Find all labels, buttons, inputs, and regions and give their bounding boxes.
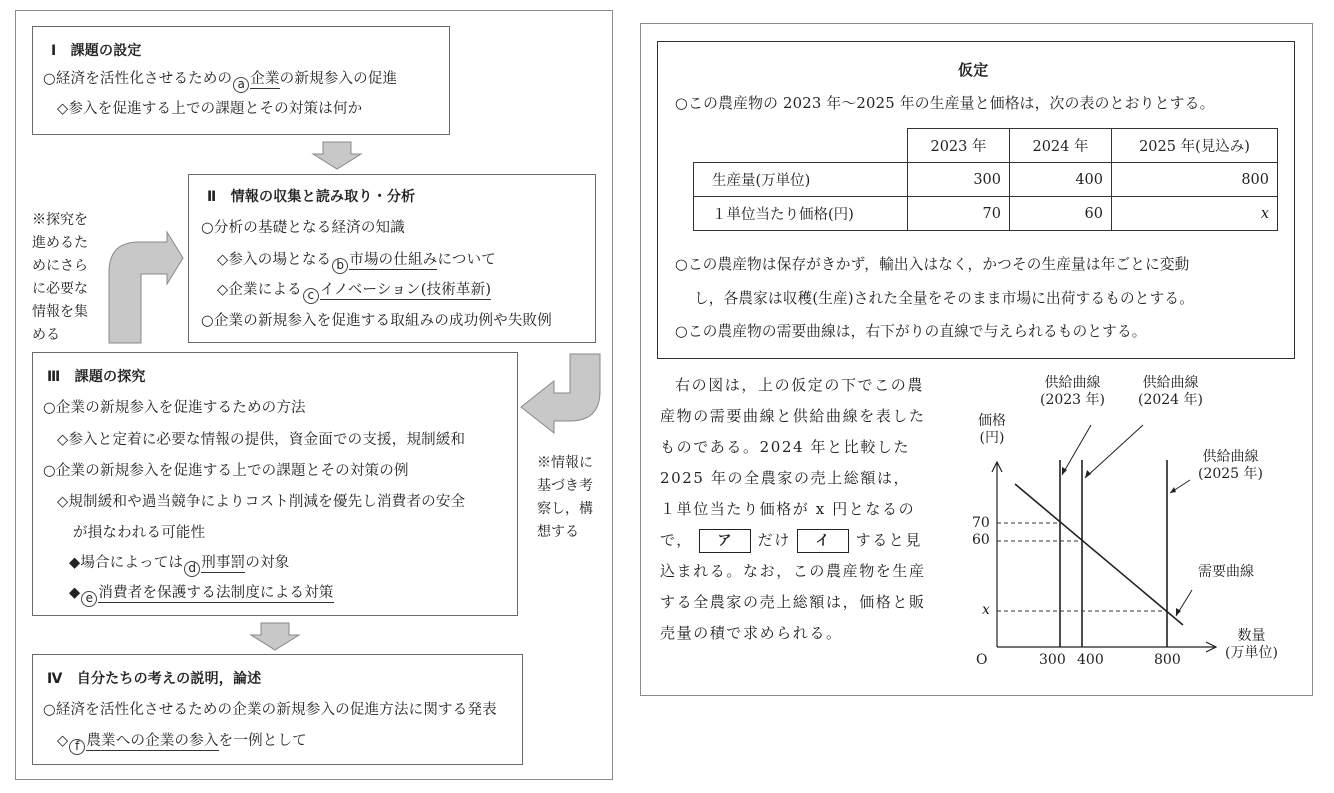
section-3-line-6: ◆場合によっては d 刑事罰の対象 <box>69 555 290 575</box>
down-arrow-icon <box>311 142 363 170</box>
underlined-term-f: 農業への企業の参入 <box>86 733 219 749</box>
label-x-axis: 数量 (万単位) <box>1225 628 1278 661</box>
section-2-line-2: ◇参入の場となる b 市場の仕組みについて <box>217 252 496 272</box>
mark-c: c <box>303 288 319 304</box>
assumption-box <box>657 41 1295 359</box>
section-1-line-2: ◇参入を促進する上での課題とその対策は何か <box>57 101 363 117</box>
tick-x-800: 800 <box>1154 652 1181 668</box>
assumption-note-2: ○この農産物の需要曲線は，右下がりの直線で与えられるものとする。 <box>675 323 1147 340</box>
label-supply-2024: 供給曲線 (2024 年) <box>1138 375 1204 408</box>
section-4-line-2: ◇ f 農業への企業の参入を一例として <box>57 733 307 753</box>
assumption-note-1b: し，各農家は収穫(生産)された全量をそのまま市場に出荷するものとする。 <box>694 290 1194 307</box>
section-3-line-3: ○企業の新規参入を促進する上での課題とその対策の例 <box>43 463 409 479</box>
section-4-box <box>32 654 523 765</box>
section-3-line-4: ◇規制緩和や過当競争によりコスト削減を優先し消費者の安全 <box>57 494 466 510</box>
mark-b: b <box>332 258 348 274</box>
assumption-intro: ○この農産物の 2023 年～2025 年の生産量と価格は，次の表のとおりとする。 <box>675 95 1215 112</box>
label-y-axis: 価格 (円) <box>978 413 1006 446</box>
cell: 60 <box>1010 197 1112 231</box>
answer-blank-i[interactable]: イ <box>797 529 849 553</box>
bent-arrow-right-icon <box>107 232 187 344</box>
tick-x-400: 400 <box>1077 652 1104 668</box>
cell: 300 <box>908 163 1010 197</box>
section-3-title: Ⅲ 課題の探究 <box>47 369 146 385</box>
tick-y-60: 60 <box>972 532 990 548</box>
row-label: １単位当たり価格(円) <box>694 197 908 231</box>
underlined-term-c: イノベーション(技術革新) <box>319 282 492 298</box>
section-1-box <box>32 26 450 135</box>
section-2-line-3: ◇企業による c イノベーション(技術革新) <box>217 282 492 302</box>
table-header: 2025 年(見込み) <box>1112 129 1278 163</box>
assumption-title: 仮定 <box>958 61 989 79</box>
section-4-title: Ⅳ 自分たちの考えの説明，論述 <box>47 671 262 687</box>
table-header: 2024 年 <box>1010 129 1112 163</box>
mark-d: d <box>184 561 200 577</box>
section-1-title: Ⅰ 課題の設定 <box>51 43 142 59</box>
section-2-line-1: ○分析の基礎となる経済の知識 <box>201 220 405 236</box>
mark-e: e <box>81 591 97 607</box>
assumption-note-1a: ○この農産物は保存がきかず，輸出入はなく，かつその生産量は年ごとに変動 <box>675 256 1190 273</box>
answer-blank-a[interactable]: ア <box>699 529 751 553</box>
down-arrow-icon <box>249 623 301 651</box>
note-left: ※探究を 進めるた めにさら に必要な 情報を集 める <box>32 212 88 343</box>
mark-a: a <box>233 77 249 93</box>
tick-x-300: 300 <box>1039 652 1066 668</box>
table-header: 2023 年 <box>908 129 1010 163</box>
section-3-line-5: が損なわれる可能性 <box>73 525 206 541</box>
mark-f: f <box>69 739 85 755</box>
section-3-line-7: ◆ e 消費者を保護する法制度による対策 <box>69 585 334 605</box>
table-row <box>694 197 1278 231</box>
bent-arrow-left-icon <box>520 353 602 435</box>
origin-label: O <box>976 652 988 668</box>
section-1-line-1: ○経済を活性化させるための a 企業の新規参入の促進 <box>43 71 398 91</box>
table-row <box>694 163 1278 197</box>
label-supply-2025: 供給曲線 (2025 年) <box>1198 449 1264 482</box>
underlined-term-b: 市場の仕組み <box>349 252 438 268</box>
row-label: 生産量(万単位) <box>694 163 908 197</box>
section-2-title: Ⅱ 情報の収集と読み取り・分析 <box>207 189 416 205</box>
label-supply-2023: 供給曲線 (2023 年) <box>1040 375 1106 408</box>
underlined-term-e: 消費者を保護する法制度による対策 <box>98 585 334 601</box>
underlined-term-a: 企業 <box>250 71 280 87</box>
section-3-box <box>32 352 518 616</box>
section-3-line-1: ○企業の新規参入を促進するための方法 <box>43 400 306 416</box>
question-paragraph: 右の図は，上の仮定の下でこの農 産物の需要曲線と供給曲線を表した ものである。2024 年と比較した 2025 年の全農家の売上総額は， １単位当たり価格が x 円となるの で， ア だけ イ すると見 込まれる。なお，この農産物を生産 する全農家の売上総額は，価格と販 売量の積で求められる。 <box>660 370 935 649</box>
note-right: ※情報に 基づき考 察し，構 想する <box>537 455 593 540</box>
tick-y-x: x <box>982 602 990 618</box>
section-2-box <box>188 174 596 343</box>
section-3-line-2: ◇参入と定着に必要な情報の提供，資金面での支援，規制緩和 <box>57 432 466 448</box>
production-price-table <box>693 128 1278 231</box>
section-2-line-4: ○企業の新規参入を促進する取組みの成功例や失敗例 <box>201 313 552 329</box>
cell: 400 <box>1010 163 1112 197</box>
section-4-line-1: ○経済を活性化させるための企業の新規参入の促進方法に関する発表 <box>43 702 497 718</box>
underlined-term-d: 刑事罰 <box>201 555 246 571</box>
label-demand: 需要曲線 <box>1198 564 1254 580</box>
blank-line: で， ア だけ イ すると見 <box>660 525 935 556</box>
tick-y-70: 70 <box>972 515 990 531</box>
cell: 800 <box>1112 163 1278 197</box>
cell: 70 <box>908 197 1010 231</box>
cell: x <box>1112 197 1278 231</box>
